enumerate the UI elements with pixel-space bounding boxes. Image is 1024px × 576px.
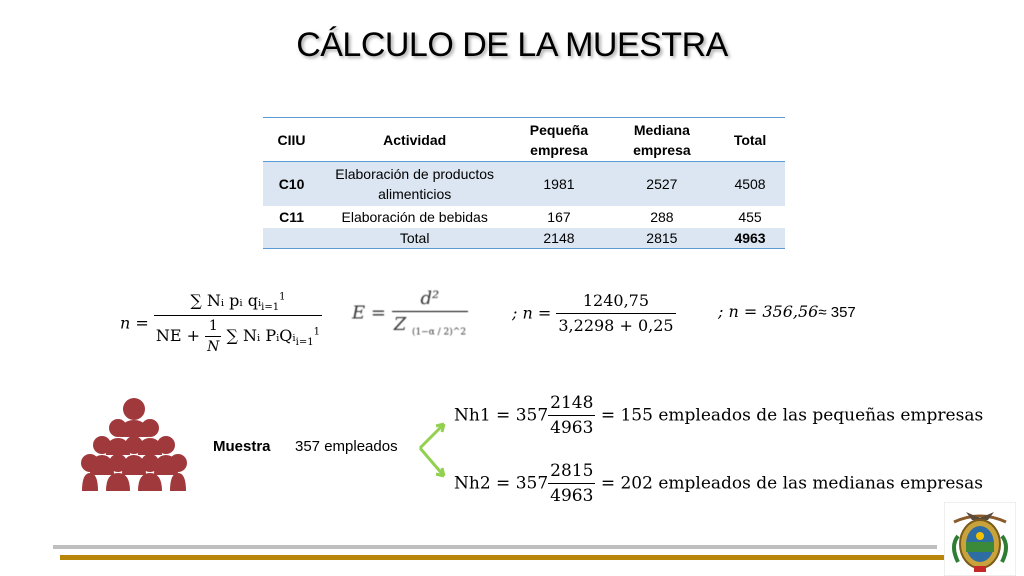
branch-arrows-icon	[414, 420, 454, 480]
cell-total: 4508	[734, 175, 766, 192]
result-approx: ≈ 357	[818, 304, 856, 321]
n-label: n =	[120, 313, 149, 333]
coat-of-arms-logo	[944, 502, 1016, 576]
n-numerator: ∑ Nᵢ pᵢ qᵢ$_{i=1}^1$	[154, 291, 322, 316]
header-pequena: Pequeña empresa	[529, 121, 589, 158]
footer-divider-gray	[53, 545, 937, 549]
footer-divider-gold	[60, 555, 944, 560]
cell-mediana: 288	[650, 208, 674, 225]
cell-grand-total: 4963	[734, 229, 766, 246]
sample-table	[263, 117, 785, 249]
calc-numerator: 1240,75	[556, 291, 675, 314]
sample-size-formula	[120, 291, 322, 355]
nh2-label: Nh2	[454, 473, 491, 494]
nh1-denominator: 4963	[550, 418, 594, 438]
cell-pequena: 1981	[543, 175, 575, 192]
cell-actividad: Elaboración de productos alimenticios	[335, 165, 495, 202]
sample-label: Muestra	[213, 438, 271, 455]
cell-pequena: 167	[547, 208, 571, 225]
cell-actividad: Elaboración de bebidas	[341, 208, 488, 225]
table-total-row	[263, 228, 785, 249]
calc-denominator: 3,2298 + 0,25	[558, 316, 674, 335]
e-numerator: d²	[392, 288, 468, 312]
nh1-label: Nh1	[454, 405, 491, 426]
header-ciiu: CIIU	[277, 131, 306, 148]
result-value: ; n = 356,56	[718, 302, 819, 321]
cell-total-label: Total	[399, 229, 430, 246]
table-row	[263, 206, 785, 228]
calculation-formula: ; n = $\frac{1240,75}{3,2298 + 0,25}$	[512, 291, 674, 335]
nh2-denominator: 4963	[550, 486, 594, 506]
nh1-result: = 155 empleados de las pequeñas empresas	[600, 405, 984, 426]
nh2-formula: Nh2 = 357 $\frac{2815}{4963}$ = 202 empleados de las medianas empresas	[454, 461, 983, 506]
header-total: Total	[733, 131, 767, 148]
cell-total-mediana: 2815	[646, 229, 678, 246]
error-formula: E = $\frac{\text{d²}}{Z _{(1-\alpha / 2)\^{}2}}$	[352, 288, 467, 338]
result-formula	[718, 302, 856, 321]
nh1-formula: Nh1 = 357 $\frac{2148}{4963}$ = 155 empleados de las pequeñas empresas	[454, 393, 984, 438]
nh2-numerator: 2815	[548, 461, 595, 484]
sample-value: 357 empleados	[295, 438, 398, 455]
header-mediana: Mediana empresa	[633, 121, 691, 158]
table-header-row	[263, 118, 785, 162]
cell-ciiu: C10	[278, 175, 305, 192]
nh1-numerator: 2148	[548, 393, 595, 416]
nh2-result: = 202 empleados de las medianas empresas	[600, 473, 983, 494]
table-row	[263, 162, 785, 206]
n-denominator: NE + $\frac{1}{N}$ ∑ Nᵢ PᵢQᵢ$_{i=1}^1$	[155, 318, 320, 356]
people-group-icon	[80, 395, 190, 495]
page-title: CÁLCULO DE LA MUESTRA	[296, 26, 728, 64]
header-actividad: Actividad	[383, 131, 447, 148]
cell-mediana: 2527	[646, 175, 678, 192]
cell-total: 455	[738, 208, 762, 225]
cell-total-pequena: 2148	[543, 229, 575, 246]
cell-ciiu: C11	[279, 208, 304, 225]
e-denominator: Z	[393, 314, 407, 335]
